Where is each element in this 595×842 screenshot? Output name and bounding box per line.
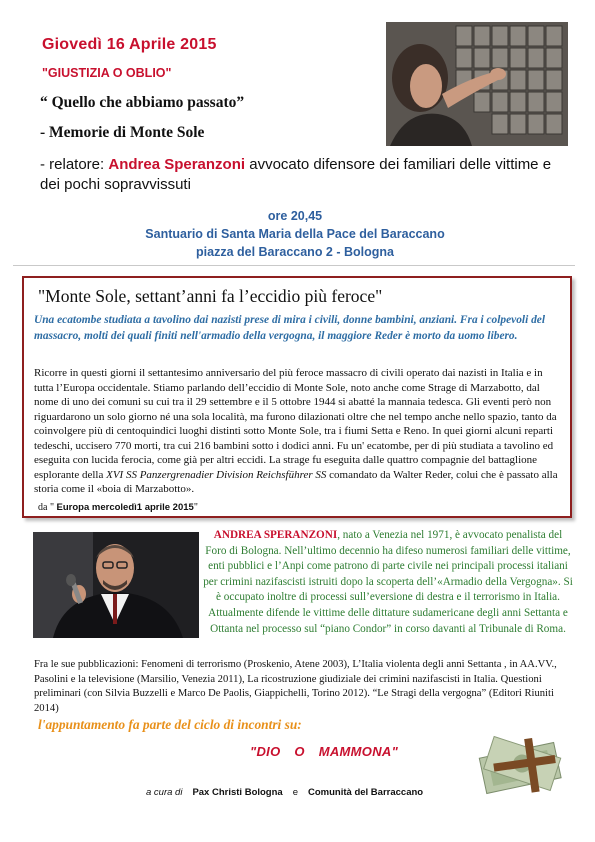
memorial-photo <box>386 22 568 146</box>
event-subtitle-2: - Memorie di Monte Sole <box>40 124 205 141</box>
venue-name: Santuario di Santa Maria della Pace del Baraccano <box>145 227 445 241</box>
speaker-description: avvocato difensore dei familiari delle vittime e dei pochi sopravvissuti <box>40 156 552 193</box>
venue-block <box>60 207 530 261</box>
article-body <box>34 366 562 497</box>
event-time: ore 20,45 <box>267 209 323 223</box>
bio-text: , nato a Venezia nel 1971, è avvocato penalista del Foro di Bologna. Nell’ultimo decennio ha difeso numerosi familiari delle vittime, enti pubblici e l’Anpi come patrono di parte civile nei principali processi italiani per crimini nazifascisti istruiti dopo la scoperta dell’«Armadio della Vergogna». Si è occupato inoltre di processi sull’eversione di destra e il terrorismo in Italia. Attualmente difende le vittime delle dittature sudamericane degli anni Settanta e Ottanta nel processo sul “piano Condor” in corso davanti al Tribunale di Roma. <box>203 529 573 635</box>
cross-money-image <box>468 734 572 800</box>
article-body-division: XVI SS Panzergrenadier Division Reichsführer SS <box>106 468 327 481</box>
source-name: Europa mercoledì1 aprile 2015 <box>56 502 194 513</box>
speaker-photo <box>33 532 199 638</box>
organizer-comunita: Comunità del Barraccano <box>308 787 424 798</box>
credits-and: e <box>292 787 298 798</box>
series-title: "GIUSTIZIA O OBLIO" <box>42 66 172 80</box>
article-title: "Monte Sole, settant’anni fa l’eccidio più feroce" <box>38 286 383 306</box>
source-suffix: " <box>193 502 198 513</box>
bio-name: ANDREA SPERANZONI <box>213 529 338 541</box>
article-box <box>22 276 572 518</box>
article-body-text-end: comandato da Walter Reder, colui che è passato alla storia come il «boia di Marzabotto». <box>34 468 558 495</box>
publications: Fra le sue pubblicazioni: Fenomeni di terrorismo (Proskenio, Atene 2003), L’Italia violenta degli anni Settanta , in AA.VV., Pasolini e la televisione (Marsilio, Venezia 2011), La ricostruzione giudiziale dei crimini nazifascisti in Italia. Questioni preliminari (con Silvia Buzzelli e Marco De Paolis, Giappichelli, Torino 2012). “Le Stragi della vergogna” (Editori Riuniti 2014) <box>34 659 557 714</box>
article-body-text: Ricorre in questi giorni il settantesimo anniversario del più feroce massacro di civili operato dai nazisti in Italia e in tutta l’Europa occidentale. Stiamo parlando dell’eccidio di Monte Sole, noto anche come Strage di Marzabotto, dal nome di uno dei comuni su cui tra il 29 settembre e il 5 ottobre 1944 si abatté la mannaia tedesca. Gli eventi però non riguardarono un solo giorno né una sola località, ma furono dilazionati oltre che nel tempo anche nello spazio, tanto da coinvolgere più di centoquindici luoghi distinti sotto Monte Sole, tra i fiumi Setta e Reno. In quei giorni alcuni reparti tedeschi, uccisero 770 morti, tra cui 216 bambini sotto i dodici anni. Fu un' ecatombe, per di più studiata a tavolino ed eseguita con lucida ferocia, come già per altri eccidi. La strage fu eseguita dalle quattro compagnie del battaglione esplorante della <box>34 367 557 481</box>
event-subtitle: “ Quello che abbiamo passato” <box>40 94 245 111</box>
speaker-name: Andrea Speranzoni <box>108 156 246 173</box>
article-lead: Una ecatombe studiata a tavolino dai nazisti prese di mira i civili, donne bambini, anziani. Fra i colpevoli del massacro, molti dei quali finiti nell'armadio della vergogna, il maggiore Reder è morto da uomo libero. <box>34 314 546 342</box>
speaker-line <box>40 155 560 195</box>
section-divider <box>13 265 575 266</box>
organizer-pax-christi: Pax Christi Bologna <box>192 787 283 798</box>
cycle-title: "DIO O MAMMONA" <box>250 744 399 759</box>
speaker-bio <box>202 528 574 637</box>
event-date: Giovedì 16 Aprile 2015 <box>42 36 217 53</box>
credits-prefix: a cura di <box>146 787 183 798</box>
cycle-invite: l'appuntamento fa parte del ciclo di incontri su: <box>38 717 302 732</box>
venue-address: piazza del Baraccano 2 - Bologna <box>196 245 394 259</box>
source-prefix: da " <box>38 502 57 513</box>
speaker-prefix: - relatore: <box>40 156 109 173</box>
organizers <box>146 787 423 798</box>
article-source <box>38 502 198 513</box>
